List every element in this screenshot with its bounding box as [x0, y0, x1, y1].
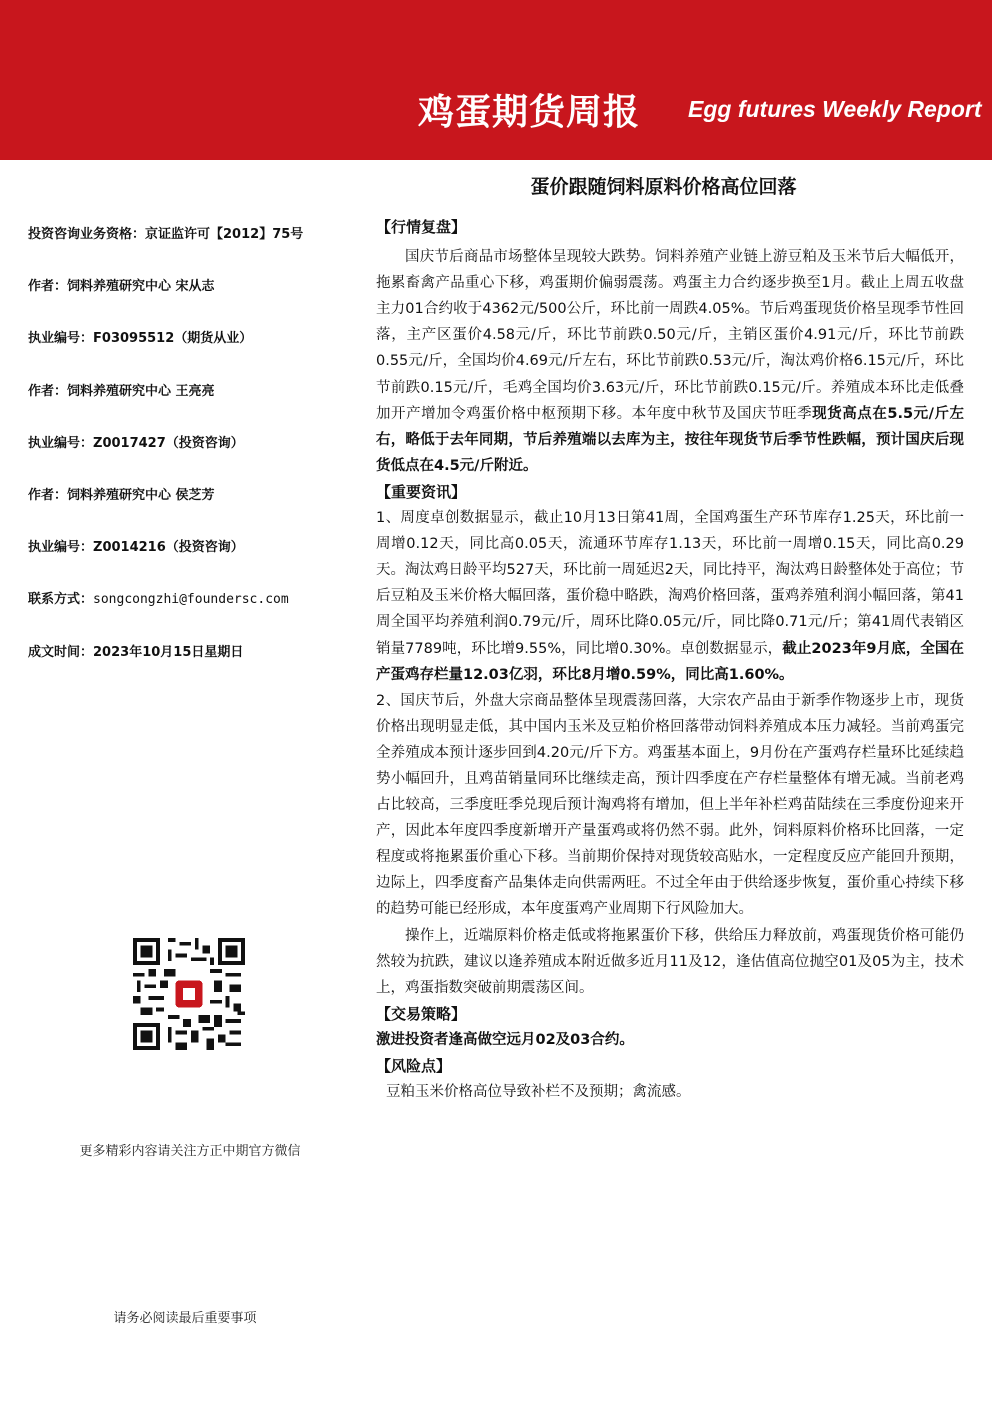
risk-text: 豆粕玉米价格高位导致补栏不及预期；禽流感。	[386, 1084, 691, 1101]
meta-author-2: 作者：饲料养殖研究中心 王亮亮	[28, 383, 215, 399]
contact-email-link[interactable]: songcongzhi@foundersc.com	[93, 592, 289, 608]
author-info-panel	[28, 226, 368, 696]
meta-license-1: 执业编号：F03095512（期货从业）	[28, 331, 253, 347]
report-title-en: Egg futures Weekly Report	[688, 96, 982, 122]
news-operation-paragraph: 操作上，近端原料价格走低或将拖累蛋价下移，供给压力释放前，鸡蛋现货价格可能仍然较为抗跌，建议以逢养殖成本附近做多近月11及12，逢估值高位抛空01及05为主，技术上，鸡蛋指数突破前期震荡区间。	[376, 927, 964, 996]
market-review-paragraph: 国庆节后商品市场整体呈现较大跌势。饲料养殖产业链上游豆粕及玉米节后大幅低开，拖累畜禽产品重心下移，鸡蛋期价偏弱震荡。鸡蛋主力合约逐步换至1月。截止上周五收盘主力01合约收于4362元/500公斤，环比前一周跌4.05%。节后鸡蛋现货价格呈现季节性回落，主产区蛋价4.58元/斤，环比节前跌0.50元/斤，主销区蛋价4.91元/斤，环比节前跌0.55元/斤，全国均价4.69元/斤左右，环比节前跌0.53元/斤，淘汰鸡价格6.15元/斤，环比节前跌0.15元/斤，毛鸡全国均价3.63元/斤，环比节前跌0.15元/斤。养殖成本环比走低叠加开产增加令鸡蛋价格中枢预期下移。本年度中秋节及国庆节旺季现货高点在5.5元/斤左右，略低于去年同期，节后养殖端以去库为主，按往年现货节后季节性跌幅，预计国庆后现货低点在4.5元/斤附近。	[376, 249, 964, 474]
meta-date: 成文时间：2023年10月15日星期日	[28, 644, 244, 660]
meta-author-1: 作者：饲料养殖研究中心 宋从志	[28, 279, 215, 295]
news-item-1: 1、周度卓创数据显示，截止10月13日第41周，全国鸡蛋生产环节库存1.25天，环比前一周增0.12天，同比高0.05天，流通环节库存1.13天，环比前一周增0.15天，同比高0.29天。淘汰鸡日龄平均527天，环比前一周延迟2天，同比持平，淘汰鸡日龄整体处于高位；节后豆粕及玉米价格大幅回落，蛋价稳中略跌，淘鸡价格回落，蛋鸡养殖利润小幅回落，第41周全国平均养殖利润0.79元/斤，周环比降0.05元/斤，同比降0.71元/斤；第41周代表销区销量7789吨，环比增9.55%，同比增0.30%。卓创数据显示，截止2023年9月底，全国在产蛋鸡存栏量12.03亿羽，环比8月增0.59%，同比高1.60%。	[376, 510, 964, 683]
report-body	[376, 214, 964, 1105]
meta-license-2: 执业编号：Z0017427（投资咨询）	[28, 435, 244, 451]
report-title-cn: 鸡蛋期货周报	[418, 92, 641, 133]
wechat-qr-code-icon	[133, 938, 245, 1050]
report-header-banner	[0, 0, 992, 160]
section-heading-news: 【重要资讯】	[376, 482, 467, 501]
section-heading-strategy: 【交易策略】	[376, 1004, 467, 1023]
document-title: 蛋价跟随饲料原料价格高位回落	[530, 176, 797, 198]
meta-contact: 联系方式：songcongzhi@foundersc.com	[28, 592, 289, 608]
meta-qualification: 投资咨询业务资格：京证监许可【2012】75号	[28, 227, 304, 242]
section-heading-market-review: 【行情复盘】	[376, 218, 467, 236]
disclaimer-notice: 请务必阅读最后重要事项	[113, 1311, 257, 1326]
news-item-2: 2、国庆节后，外盘大宗商品整体呈现震荡回落，大宗农产品由于新季作物逐步上市，现货价格出现明显走低，其中国内玉米及豆粕价格回落带动饲料养殖成本压力减轻。当前鸡蛋完全养殖成本预计逐步回到4.20元/斤下方。鸡蛋基本面上，9月份在产蛋鸡存栏量环比延续趋势小幅回升，且鸡苗销量同环比继续走高，预计四季度在产存栏量整体有增无减。当前老鸡占比较高，三季度旺季兑现后预计淘鸡将有增加，但上半年补栏鸡苗陆续在三季度份迎来开产，因此本年度四季度新增开产量蛋鸡或将仍然不弱。此外，饲料原料价格环比回落，一定程度或将拖累蛋价重心下移。当前期价保持对现货较高贴水，一定程度反应产能回升预期，边际上，四季度畜产品集体走向供需两旺。不过全年由于供给逐步恢复，蛋价重心持续下移的趋势可能已经形成，本年度蛋鸡产业周期下行风险加大。	[376, 692, 964, 918]
meta-license-3: 执业编号：Z0014216（投资咨询）	[28, 540, 244, 556]
strategy-text: 激进投资者逢高做空远月02及03合约。	[376, 1031, 634, 1048]
meta-author-3: 作者：饲料养殖研究中心 侯芝芳	[28, 487, 215, 503]
qr-caption: 更多精彩内容请关注方正中期官方微信	[79, 1144, 301, 1159]
section-heading-risk: 【风险点】	[376, 1057, 452, 1075]
